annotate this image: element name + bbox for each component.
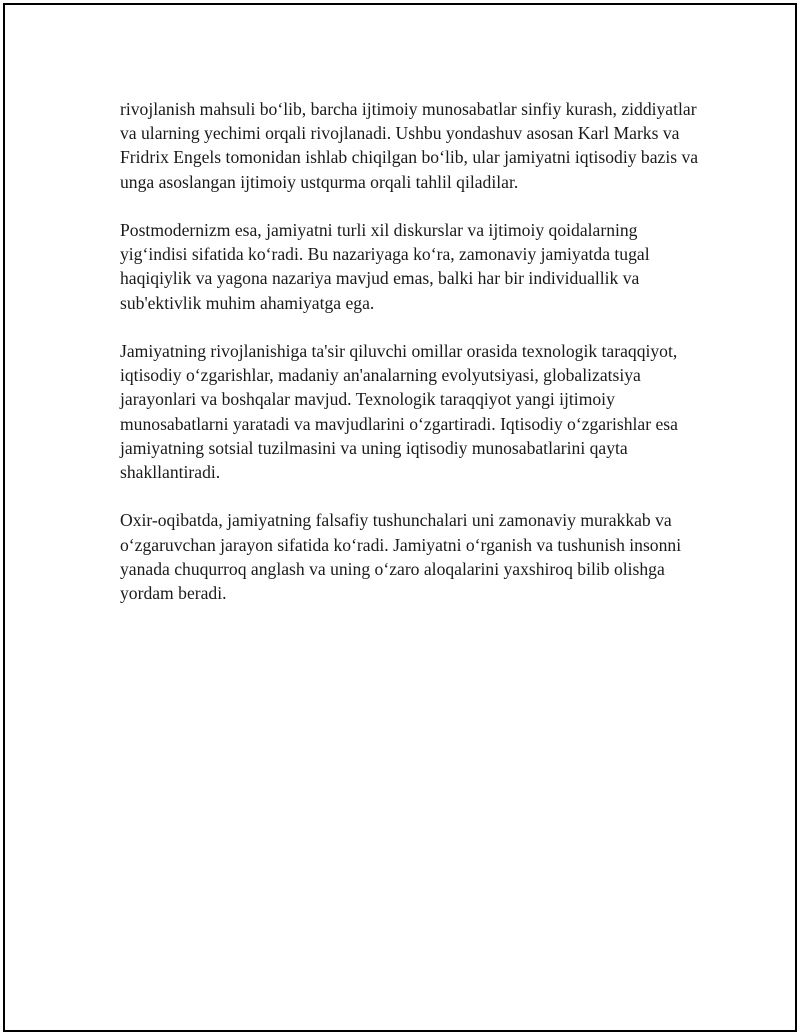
paragraph: Oxir-oqibatda, jamiyatning falsafiy tushunchalari uni zamonaviy murakkab va o‘zgaruvchan jarayon sifatida ko‘radi. Jamiyatni o‘rganish va tushunish insonni yanada chuqurroq anglash va uning o‘zaro aloqalarini yaxshiroq bilib olishga yordam beradi. [120, 510, 682, 604]
paragraph: Postmodernizm esa, jamiyatni turli xil diskurslar va ijtimoiy qoidalarning yig‘indisi sifatida ko‘radi. Bu nazariyaga ko‘ra, zamonaviy jamiyatda tugal haqiqiylik va yagona nazariya mavjud emas, balki har bir individuallik va sub'ektivlik muhim ahamiyatga ega. [120, 220, 650, 313]
page-frame [3, 3, 797, 1032]
paragraph: rivojlanish mahsuli bo‘lib, barcha ijtimoiy munosabatlar sinfiy kurash, ziddiyatlar va ularning yechimi orqali rivojlanadi. Ushbu yondashuv asosan Karl Marks va Fridrix Engels tomonidan ishlab chiqilgan bo‘lib, ular jamiyatni iqtisodiy bazis va unga asoslangan ijtimoiy ustqurma orqali tahlil qiladilar. [120, 99, 699, 192]
paragraph: Jamiyatning rivojlanishiga ta'sir qiluvchi omillar orasida texnologik taraqqiyot, iqtisodiy o‘zgarishlar, madaniy an'analarning evolyutsiyasi, globalizatsiya jarayonlari va boshqalar mavjud. Texnologik taraqqiyot yangi ijtimoiy munosabatlarni yaratadi va mavjudlarini o‘zgartiradi. Iqtisodiy o‘zgarishlar esa jamiyatning sotsial tuzilmasini va uning iqtisodiy munosabatlarini qayta shakllantiradi. [120, 341, 678, 483]
document-body [120, 97, 700, 629]
